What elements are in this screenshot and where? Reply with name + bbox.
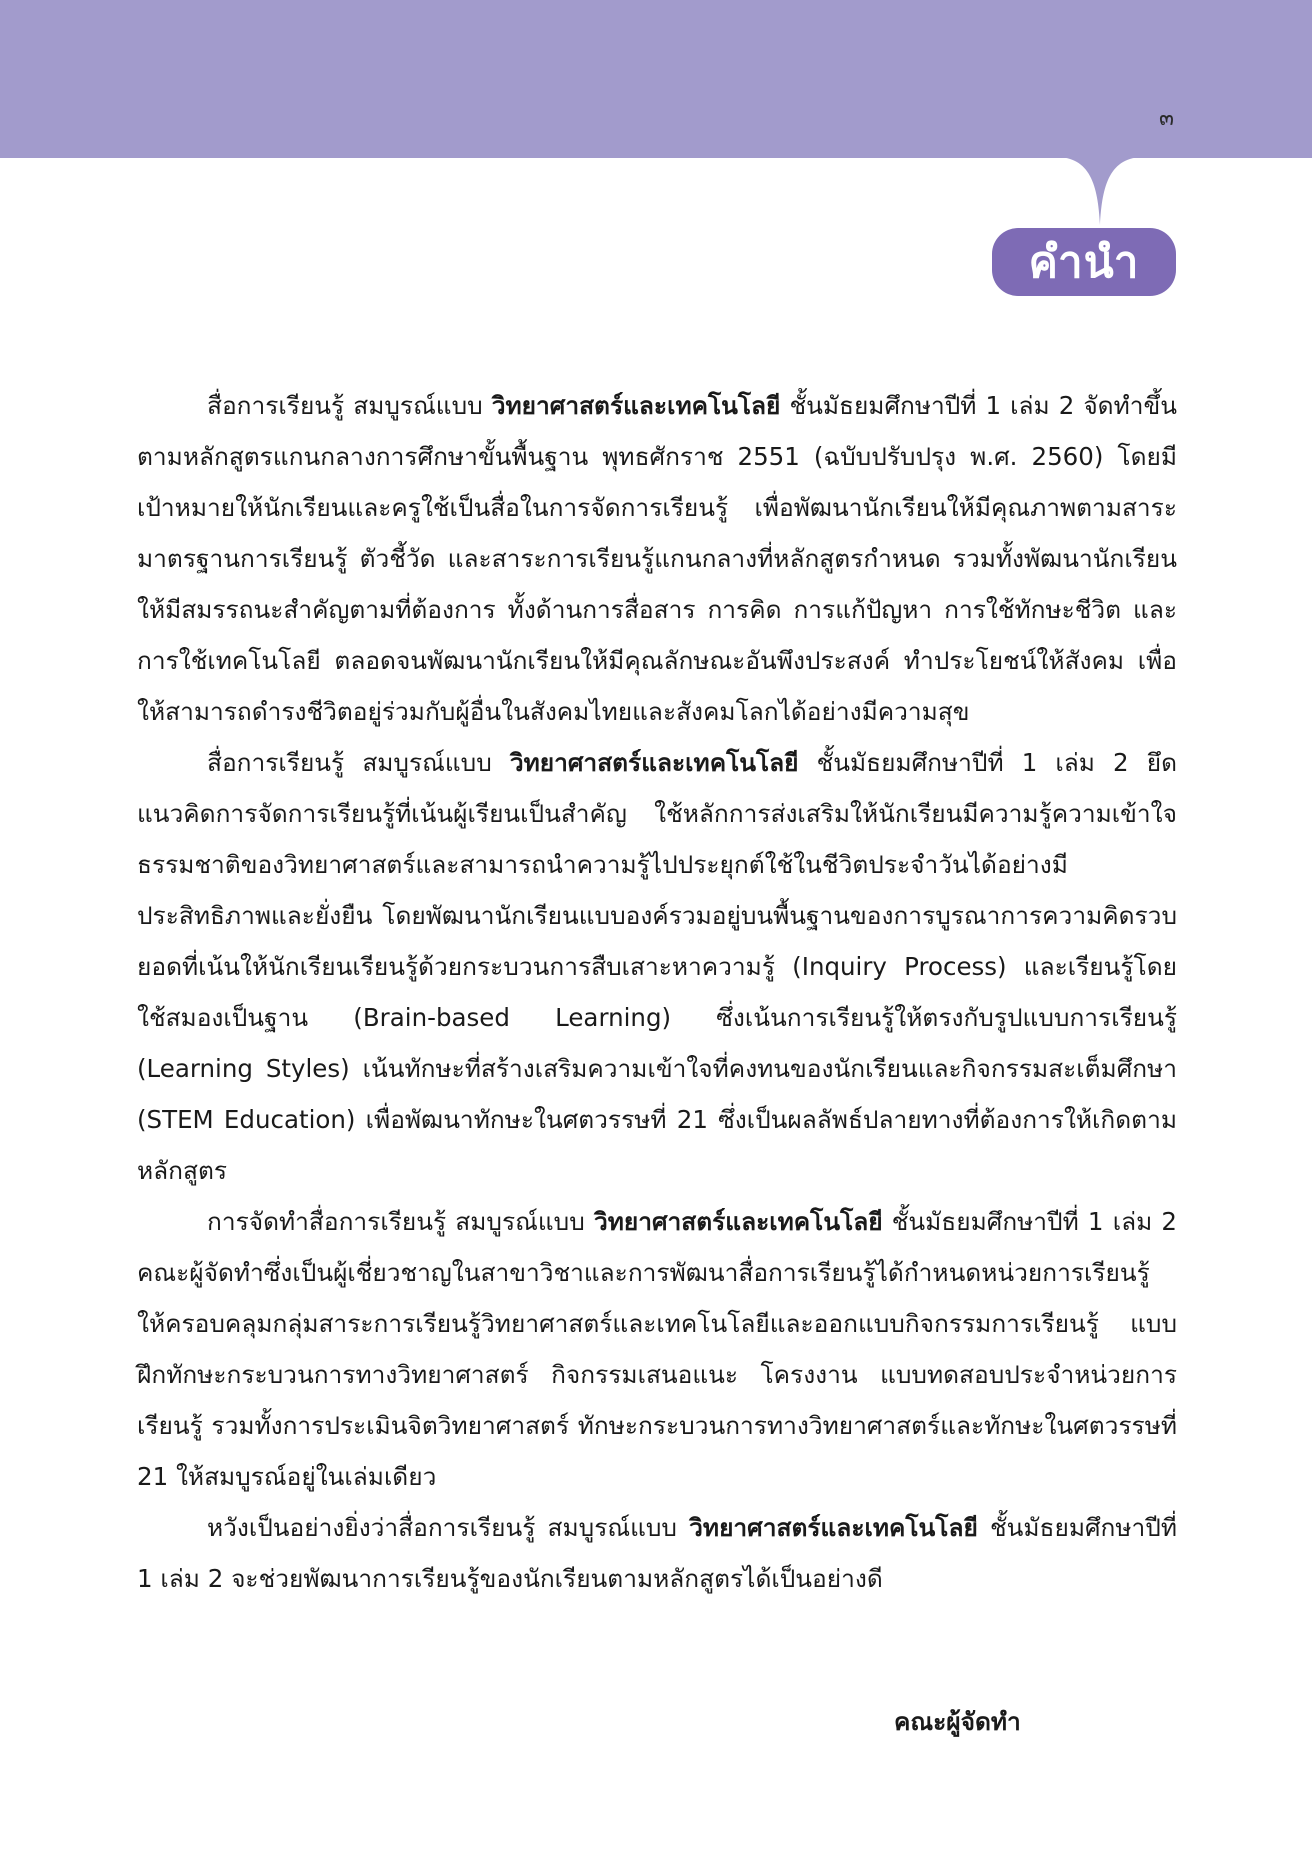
signature: คณะผู้จัดทำ [894,1707,1021,1736]
subject-name-bold: วิทยาศาสตร์และเทคโนโลยี [491,391,781,420]
paragraph-text-after: ชั้นมัธยมศึกษาปีที่ 1 เล่ม 2 คณะผู้จัดทำซึ่งเป็นผู้เชี่ยวชาญในสาขาวิชาและการพัฒนาสื่อการเรียนรู้ได้กำหนดหน่วยการเรียนรู้ให้ครอบคลุมกลุ่มสาระการเรียนรู้วิทยาศาสตร์และเทคโนโลยีและออกแบบกิจกรรมการเรียนรู้ แบบฝึกทักษะกระบวนการทางวิทยาศาสตร์ กิจกรรมเสนอแนะ โครงงาน แบบทดสอบประจำหน่วยการเรียนรู้ รวมทั้งการประเมินจิตวิทยาศาสตร์ ทักษะกระบวนการทางวิทยาศาสตร์และทักษะในศตวรรษที่ 21 ให้สมบูรณ์อยู่ในเล่มเดียว [137,1207,1177,1491]
paragraph-4 [137,1502,1177,1604]
page-title: คำนำ [1028,237,1140,288]
page-number: ๓ [1158,106,1174,131]
paragraph-2 [137,737,1177,1196]
paragraph-text-before: สื่อการเรียนรู้ สมบูรณ์แบบ [207,391,492,420]
subject-name-bold: วิทยาศาสตร์และเทคโนโลยี [509,748,799,777]
subject-name-bold: วิทยาศาสตร์และเทคโนโลยี [689,1513,978,1542]
paragraph-text-before: การจัดทำสื่อการเรียนรู้ สมบูรณ์แบบ [207,1207,594,1236]
title-pill [992,228,1176,296]
paragraph-text-before: สื่อการเรียนรู้ สมบูรณ์แบบ [207,748,510,777]
paragraph-text-after: ชั้นมัธยมศึกษาปีที่ 1 เล่ม 2 จัดทำขึ้นตามหลักสูตรแกนกลางการศึกษาขั้นพื้นฐาน พุทธศักราช 2551 (ฉบับปรับปรุง พ.ศ. 2560) โดยมีเป้าหมายให้นักเรียนและครูใช้เป็นสื่อในการจัดการเรียนรู้ เพื่อพัฒนานักเรียนให้มีคุณภาพตามสาระ มาตรฐานการเรียนรู้ ตัวชี้วัด และสาระการเรียนรู้แกนกลางที่หลักสูตรกำหนด รวมทั้งพัฒนานักเรียนให้มีสมรรถนะสำคัญตามที่ต้องการ ทั้งด้านการสื่อสาร การคิด การแก้ปัญหา การใช้ทักษะชีวิต และการใช้เทคโนโลยี ตลอดจนพัฒนานักเรียนให้มีคุณลักษณะอันพึงประสงค์ ทำประโยชน์ให้สังคม เพื่อให้สามารถดำรงชีวิตอยู่ร่วมกับผู้อื่นในสังคมไทยและสังคมโลกได้อย่างมีความสุข [137,391,1177,726]
paragraph-text-after: ชั้นมัธยมศึกษาปีที่ 1 เล่ม 2 ยึดแนวคิดการจัดการเรียนรู้ที่เน้นผู้เรียนเป็นสำคัญ ใช้หลักการส่งเสริมให้นักเรียนมีความรู้ความเข้าใจธรรมชาติของวิทยาศาสตร์และสามารถนำความรู้ไปประยุกต์ใช้ในชีวิตประจำวันได้อย่างมีประสิทธิภาพและยั่งยืน โดยพัฒนานักเรียนแบบองค์รวมอยู่บนพื้นฐานของการบูรณาการความคิดรวบยอดที่เน้นให้นักเรียนเรียนรู้ด้วยกระบวนการสืบเสาะหาความรู้ (Inquiry Process) และเรียนรู้โดยใช้สมองเป็นฐาน (Brain-based Learning) ซึ่งเน้นการเรียนรู้ให้ตรงกับรูปแบบการเรียนรู้ (Learning Styles) เน้นทักษะที่สร้างเสริมความเข้าใจที่คงทนของนักเรียนและกิจกรรมสะเต็มศึกษา (STEM Education) เพื่อพัฒนาทักษะในศตวรรษที่ 21 ซึ่งเป็นผลลัพธ์ปลายทางที่ต้องการให้เกิดตามหลักสูตร [137,748,1177,1185]
paragraph-1 [137,380,1177,737]
subject-name-bold: วิทยาศาสตร์และเทคโนโลยี [593,1207,883,1236]
paragraph-text-after: ชั้นมัธยมศึกษาปีที่ 1 เล่ม 2 จะช่วยพัฒนาการเรียนรู้ของนักเรียนตามหลักสูตรได้เป็นอย่างดี [137,1513,1177,1593]
paragraph-text-before: หวังเป็นอย่างยิ่งว่าสื่อการเรียนรู้ สมบูรณ์แบบ [207,1513,690,1542]
header-notch [0,0,1312,240]
preface-body [137,380,1177,1604]
paragraph-3 [137,1196,1177,1502]
